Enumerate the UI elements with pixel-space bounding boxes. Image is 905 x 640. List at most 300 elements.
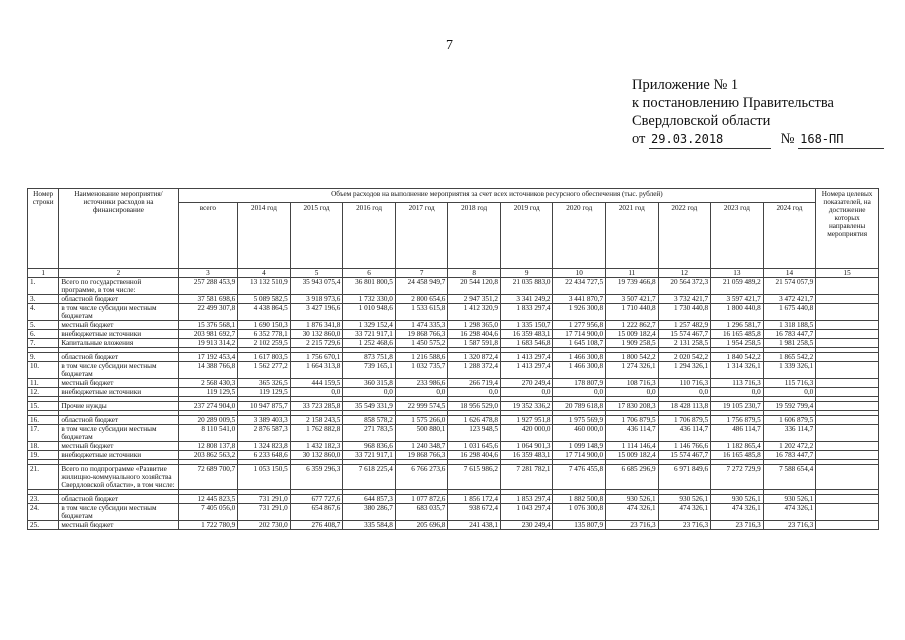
column-index: 15 — [816, 269, 879, 278]
value-year: 858 578,2 — [343, 416, 396, 425]
value-year: 3 389 403,3 — [238, 416, 291, 425]
column-index: 6 — [343, 269, 396, 278]
value-year: 33 723 285,8 — [290, 402, 343, 411]
value-year: 1 853 297,4 — [500, 495, 553, 504]
target-numbers — [816, 465, 879, 490]
value-year: 644 857,3 — [343, 495, 396, 504]
table-row — [28, 388, 879, 397]
row-name: местный бюджет — [59, 321, 178, 330]
header-year: 2023 год — [711, 203, 764, 269]
value-year: 1 675 440,8 — [763, 304, 816, 321]
header-year: 2015 год — [290, 203, 343, 269]
value-total: 203 862 563,2 — [178, 451, 238, 460]
value-year: 17 714 900,0 — [553, 330, 606, 339]
table-body — [28, 269, 879, 530]
column-index: 2 — [59, 269, 178, 278]
column-index: 3 — [178, 269, 238, 278]
row-number: 9. — [28, 353, 59, 362]
value-year: 7 618 225,4 — [343, 465, 396, 490]
value-year: 930 526,1 — [606, 495, 659, 504]
value-year: 460 000,0 — [553, 425, 606, 442]
value-year: 19 352 336,2 — [500, 402, 553, 411]
value-year: 1 146 766,6 — [658, 442, 711, 451]
value-year: 380 286,7 — [343, 504, 396, 521]
value-year: 1 413 297,4 — [500, 362, 553, 379]
value-year: 1 732 330,0 — [343, 295, 396, 304]
value-year: 20 544 120,8 — [448, 278, 501, 295]
table-row — [28, 521, 879, 530]
value-year: 1 202 472,2 — [763, 442, 816, 451]
column-index: 5 — [290, 269, 343, 278]
value-total: 8 110 541,0 — [178, 425, 238, 442]
value-year: 1 252 468,6 — [343, 339, 396, 348]
value-year: 365 326,5 — [238, 379, 291, 388]
row-name: в том числе субсидии местным бюджетам — [59, 504, 178, 521]
target-numbers — [816, 416, 879, 425]
header-year: 2019 год — [500, 203, 553, 269]
row-name: Прочие нужды — [59, 402, 178, 411]
value-year: 474 326,1 — [606, 504, 659, 521]
value-year: 33 721 917,1 — [343, 451, 396, 460]
value-year: 16 298 404,6 — [448, 451, 501, 460]
row-number: 11. — [28, 379, 59, 388]
row-name: местный бюджет — [59, 442, 178, 451]
value-year: 1 320 872,4 — [448, 353, 501, 362]
row-number: 6. — [28, 330, 59, 339]
value-total: 14 388 766,8 — [178, 362, 238, 379]
value-year: 19 868 766,3 — [395, 330, 448, 339]
value-year: 6 766 273,6 — [395, 465, 448, 490]
row-name: местный бюджет — [59, 379, 178, 388]
value-year: 23 716,3 — [606, 521, 659, 530]
table-row — [28, 330, 879, 339]
value-year: 16 359 483,1 — [500, 330, 553, 339]
value-year: 1 222 862,7 — [606, 321, 659, 330]
value-year: 1 833 297,4 — [500, 304, 553, 321]
value-year: 1 240 348,7 — [395, 442, 448, 451]
value-year: 230 249,4 — [500, 521, 553, 530]
value-total: 17 192 453,4 — [178, 353, 238, 362]
value-year: 0,0 — [500, 388, 553, 397]
value-year: 16 165 485,8 — [711, 330, 764, 339]
value-year: 1 099 148,9 — [553, 442, 606, 451]
value-year: 0,0 — [711, 388, 764, 397]
value-year: 1 010 948,6 — [343, 304, 396, 321]
value-year: 7 588 654,4 — [763, 465, 816, 490]
header-targets: Номера целевых показателей, на достижение которых направлены мероприятия — [816, 189, 879, 269]
value-year: 683 035,7 — [395, 504, 448, 521]
value-year: 178 807,9 — [553, 379, 606, 388]
target-numbers — [816, 295, 879, 304]
value-year: 1 077 872,6 — [395, 495, 448, 504]
value-total: 22 499 307,8 — [178, 304, 238, 321]
row-name: областной бюджет — [59, 295, 178, 304]
value-year: 1 800 440,8 — [711, 304, 764, 321]
value-year: 271 783,5 — [343, 425, 396, 442]
value-year: 3 427 196,6 — [290, 304, 343, 321]
table-row — [28, 504, 879, 521]
value-year: 1 533 615,8 — [395, 304, 448, 321]
value-year: 1 182 865,4 — [711, 442, 764, 451]
value-year: 1 324 823,8 — [238, 442, 291, 451]
row-number: 25. — [28, 521, 59, 530]
header-year: 2018 год — [448, 203, 501, 269]
value-year: 1 954 258,5 — [711, 339, 764, 348]
header-name: Наименование мероприятия/ источники расходов на финансирование — [59, 189, 178, 269]
value-year: 1 756 879,5 — [711, 416, 764, 425]
value-year: 2 215 729,6 — [290, 339, 343, 348]
appendix-resolution: к постановлению Правительства — [632, 95, 834, 111]
value-year: 15 574 467,7 — [658, 330, 711, 339]
row-name: областной бюджет — [59, 495, 178, 504]
column-index: 8 — [448, 269, 501, 278]
row-number: 16. — [28, 416, 59, 425]
target-numbers — [816, 304, 879, 321]
value-year: 1 298 365,0 — [448, 321, 501, 330]
value-year: 135 807,9 — [553, 521, 606, 530]
target-numbers — [816, 330, 879, 339]
row-number: 4. — [28, 304, 59, 321]
value-year: 0,0 — [606, 388, 659, 397]
value-year: 36 801 800,5 — [343, 278, 396, 295]
target-numbers — [816, 425, 879, 442]
value-total: 257 288 453,9 — [178, 278, 238, 295]
value-year: 7 476 455,8 — [553, 465, 606, 490]
header-total: всего — [178, 203, 238, 269]
value-year: 119 129,5 — [238, 388, 291, 397]
value-year: 16 783 447,7 — [763, 451, 816, 460]
value-year: 17 714 900,0 — [553, 451, 606, 460]
header-row-number: Номер строки — [28, 189, 59, 269]
row-number: 1. — [28, 278, 59, 295]
value-year: 10 947 875,7 — [238, 402, 291, 411]
value-total: 19 913 314,2 — [178, 339, 238, 348]
appendix-block — [632, 76, 884, 149]
page-number: 7 — [446, 38, 453, 53]
value-year: 0,0 — [553, 388, 606, 397]
value-year: 18 428 113,8 — [658, 402, 711, 411]
header-year: 2017 год — [395, 203, 448, 269]
value-year: 1 762 882,8 — [290, 425, 343, 442]
value-year: 1 412 320,9 — [448, 304, 501, 321]
value-year: 1 053 150,5 — [238, 465, 291, 490]
value-year: 19 592 799,4 — [763, 402, 816, 411]
value-year: 2 158 243,5 — [290, 416, 343, 425]
value-year: 2 876 587,3 — [238, 425, 291, 442]
value-year: 1 114 146,4 — [606, 442, 659, 451]
column-index: 12 — [658, 269, 711, 278]
value-year: 1 288 372,4 — [448, 362, 501, 379]
value-year: 123 948,5 — [448, 425, 501, 442]
value-year: 1 683 546,8 — [500, 339, 553, 348]
value-year: 6 685 296,9 — [606, 465, 659, 490]
value-year: 500 880,1 — [395, 425, 448, 442]
value-year: 16 298 404,6 — [448, 330, 501, 339]
row-number: 21. — [28, 465, 59, 490]
value-year: 1 981 258,5 — [763, 339, 816, 348]
value-year: 115 716,3 — [763, 379, 816, 388]
value-year: 2 947 351,2 — [448, 295, 501, 304]
value-year: 731 291,0 — [238, 504, 291, 521]
value-year: 486 114,7 — [711, 425, 764, 442]
value-year: 1 450 575,2 — [395, 339, 448, 348]
value-year: 1 318 188,5 — [763, 321, 816, 330]
value-year: 1 339 326,1 — [763, 362, 816, 379]
row-name: внебюджетные источники — [59, 330, 178, 339]
column-index: 14 — [763, 269, 816, 278]
value-year: 739 165,1 — [343, 362, 396, 379]
expenditure-table — [27, 188, 879, 530]
value-year: 6 359 296,3 — [290, 465, 343, 490]
row-number: 12. — [28, 388, 59, 397]
value-total: 12 445 823,5 — [178, 495, 238, 504]
target-numbers — [816, 362, 879, 379]
value-year: 1 474 335,3 — [395, 321, 448, 330]
value-year: 336 114,7 — [763, 425, 816, 442]
header-year: 2014 год — [238, 203, 291, 269]
value-year: 1 296 581,7 — [711, 321, 764, 330]
value-year: 19 739 466,8 — [606, 278, 659, 295]
value-year: 1 664 313,8 — [290, 362, 343, 379]
column-index: 4 — [238, 269, 291, 278]
table-row — [28, 442, 879, 451]
value-year: 1 064 901,3 — [500, 442, 553, 451]
value-year: 1 413 297,4 — [500, 353, 553, 362]
value-year: 1 575 266,0 — [395, 416, 448, 425]
value-year: 24 458 949,7 — [395, 278, 448, 295]
value-year: 3 472 421,7 — [763, 295, 816, 304]
value-year: 3 597 421,7 — [711, 295, 764, 304]
value-year: 21 059 489,2 — [711, 278, 764, 295]
row-name: в том числе субсидии местным бюджетам — [59, 304, 178, 321]
value-year: 16 165 485,8 — [711, 451, 764, 460]
table-row — [28, 425, 879, 442]
value-year: 1 277 956,8 — [553, 321, 606, 330]
target-numbers — [816, 379, 879, 388]
value-year: 16 783 447,7 — [763, 330, 816, 339]
value-year: 474 326,1 — [711, 504, 764, 521]
value-year: 35 943 075,4 — [290, 278, 343, 295]
value-year: 930 526,1 — [711, 495, 764, 504]
value-total: 15 376 568,1 — [178, 321, 238, 330]
value-year: 23 716,3 — [763, 521, 816, 530]
value-year: 30 132 860,0 — [290, 451, 343, 460]
value-year: 930 526,1 — [658, 495, 711, 504]
target-numbers — [816, 504, 879, 521]
header-year: 2022 год — [658, 203, 711, 269]
value-year: 4 438 864,5 — [238, 304, 291, 321]
value-year: 30 132 860,0 — [290, 330, 343, 339]
value-year: 1 257 482,9 — [658, 321, 711, 330]
row-number: 23. — [28, 495, 59, 504]
value-year: 1 730 440,8 — [658, 304, 711, 321]
target-numbers — [816, 388, 879, 397]
column-index-row — [28, 269, 879, 278]
value-year: 1 645 108,7 — [553, 339, 606, 348]
value-year: 13 132 510,9 — [238, 278, 291, 295]
value-year: 1 617 803,5 — [238, 353, 291, 362]
value-year: 1 216 588,6 — [395, 353, 448, 362]
column-index: 11 — [606, 269, 659, 278]
number-prefix: № — [780, 131, 795, 147]
value-year: 33 721 917,1 — [343, 330, 396, 339]
value-year: 1 031 645,6 — [448, 442, 501, 451]
table-row — [28, 495, 879, 504]
value-year: 1 466 300,8 — [553, 353, 606, 362]
value-year: 1 882 500,8 — [553, 495, 606, 504]
value-year: 6 971 849,6 — [658, 465, 711, 490]
value-year: 3 341 249,2 — [500, 295, 553, 304]
table-row — [28, 362, 879, 379]
value-year: 2 800 654,6 — [395, 295, 448, 304]
value-year: 21 035 883,0 — [500, 278, 553, 295]
row-number: 5. — [28, 321, 59, 330]
value-year: 22 999 574,5 — [395, 402, 448, 411]
value-year: 1 876 341,8 — [290, 321, 343, 330]
column-index: 1 — [28, 269, 59, 278]
value-year: 35 549 331,9 — [343, 402, 396, 411]
value-year: 3 918 973,6 — [290, 295, 343, 304]
value-year: 7 281 782,1 — [500, 465, 553, 490]
value-year: 19 105 230,7 — [711, 402, 764, 411]
value-year: 3 732 421,7 — [658, 295, 711, 304]
table-row — [28, 465, 879, 490]
value-year: 21 574 057,9 — [763, 278, 816, 295]
value-total: 7 405 056,0 — [178, 504, 238, 521]
value-year: 938 672,4 — [448, 504, 501, 521]
value-year: 1 706 879,5 — [658, 416, 711, 425]
value-year: 1 335 150,7 — [500, 321, 553, 330]
value-year: 360 315,8 — [343, 379, 396, 388]
column-index: 9 — [500, 269, 553, 278]
value-year: 1 927 951,8 — [500, 416, 553, 425]
target-numbers — [816, 521, 879, 530]
value-year: 270 249,4 — [500, 379, 553, 388]
value-year: 233 986,6 — [395, 379, 448, 388]
value-year: 0,0 — [290, 388, 343, 397]
value-year: 15 574 467,7 — [658, 451, 711, 460]
value-total: 119 129,5 — [178, 388, 238, 397]
row-name: внебюджетные источники — [59, 451, 178, 460]
row-name: Всего по государственной программе, в том числе: — [59, 278, 178, 295]
value-year: 436 114,7 — [606, 425, 659, 442]
value-year: 205 696,8 — [395, 521, 448, 530]
row-name: Всего по подпрограмме «Развитие жилищно-коммунального хозяйства Свердловской области», в том числе: — [59, 465, 178, 490]
value-year: 17 830 208,3 — [606, 402, 659, 411]
value-year: 1 865 542,2 — [763, 353, 816, 362]
row-name: внебюджетные источники — [59, 388, 178, 397]
value-year: 1 840 542,2 — [711, 353, 764, 362]
row-name: областной бюджет — [59, 353, 178, 362]
value-year: 731 291,0 — [238, 495, 291, 504]
value-year: 1 043 297,4 — [500, 504, 553, 521]
value-year: 930 526,1 — [763, 495, 816, 504]
value-year: 2 131 258,5 — [658, 339, 711, 348]
value-year: 1 032 735,7 — [395, 362, 448, 379]
value-year: 1 076 300,8 — [553, 504, 606, 521]
value-year: 1 329 152,4 — [343, 321, 396, 330]
target-numbers — [816, 339, 879, 348]
value-year: 1 800 542,2 — [606, 353, 659, 362]
date-prefix: от — [632, 131, 646, 147]
header-year: 2021 год — [606, 203, 659, 269]
value-year: 1 975 569,9 — [553, 416, 606, 425]
value-year: 1 706 879,5 — [606, 416, 659, 425]
header-year: 2020 год — [553, 203, 606, 269]
row-name: в том числе субсидии местным бюджетам — [59, 425, 178, 442]
table-row — [28, 321, 879, 330]
row-number: 7. — [28, 339, 59, 348]
value-year: 2 020 542,2 — [658, 353, 711, 362]
target-numbers — [816, 451, 879, 460]
value-total: 237 274 904,0 — [178, 402, 238, 411]
value-year: 968 836,6 — [343, 442, 396, 451]
value-year: 1 466 300,8 — [553, 362, 606, 379]
value-year: 202 730,0 — [238, 521, 291, 530]
value-year: 7 272 729,9 — [711, 465, 764, 490]
table-row — [28, 402, 879, 411]
row-name: в том числе субсидии местным бюджетам — [59, 362, 178, 379]
value-year: 1 856 172,4 — [448, 495, 501, 504]
table-row — [28, 339, 879, 348]
value-year: 23 716,3 — [711, 521, 764, 530]
value-year: 3 441 870,7 — [553, 295, 606, 304]
row-number: 15. — [28, 402, 59, 411]
value-year: 0,0 — [763, 388, 816, 397]
value-year: 0,0 — [658, 388, 711, 397]
table-row — [28, 353, 879, 362]
value-year: 420 000,0 — [500, 425, 553, 442]
value-year: 108 716,3 — [606, 379, 659, 388]
value-year: 654 867,6 — [290, 504, 343, 521]
row-number: 17. — [28, 425, 59, 442]
value-total: 20 289 009,5 — [178, 416, 238, 425]
column-index: 13 — [711, 269, 764, 278]
row-number: 18. — [28, 442, 59, 451]
resolution-number: 168-ПП — [798, 130, 884, 149]
row-number: 10. — [28, 362, 59, 379]
target-numbers — [816, 442, 879, 451]
value-year: 1 626 478,8 — [448, 416, 501, 425]
value-year: 1 432 182,3 — [290, 442, 343, 451]
value-year: 110 716,3 — [658, 379, 711, 388]
value-year: 18 956 529,0 — [448, 402, 501, 411]
header-volume: Объем расходов на выполнение мероприятия за счет всех источников ресурсного обеспечения (тыс. рублей) — [178, 189, 816, 203]
value-year: 0,0 — [395, 388, 448, 397]
value-year: 1 562 277,2 — [238, 362, 291, 379]
row-name: Капитальные вложения — [59, 339, 178, 348]
row-number: 24. — [28, 504, 59, 521]
column-index: 10 — [553, 269, 606, 278]
table-row — [28, 278, 879, 295]
value-year: 1 587 591,8 — [448, 339, 501, 348]
value-year: 677 727,6 — [290, 495, 343, 504]
value-year: 3 507 421,7 — [606, 295, 659, 304]
value-year: 5 089 582,5 — [238, 295, 291, 304]
value-total: 203 981 692,7 — [178, 330, 238, 339]
value-total: 1 722 780,9 — [178, 521, 238, 530]
row-number: 19. — [28, 451, 59, 460]
value-total: 72 689 700,7 — [178, 465, 238, 490]
value-year: 241 438,1 — [448, 521, 501, 530]
row-name: местный бюджет — [59, 521, 178, 530]
value-year: 6 233 648,6 — [238, 451, 291, 460]
value-year: 444 159,5 — [290, 379, 343, 388]
value-year: 6 352 778,1 — [238, 330, 291, 339]
row-name: областной бюджет — [59, 416, 178, 425]
value-year: 20 789 618,8 — [553, 402, 606, 411]
value-total: 37 581 698,6 — [178, 295, 238, 304]
